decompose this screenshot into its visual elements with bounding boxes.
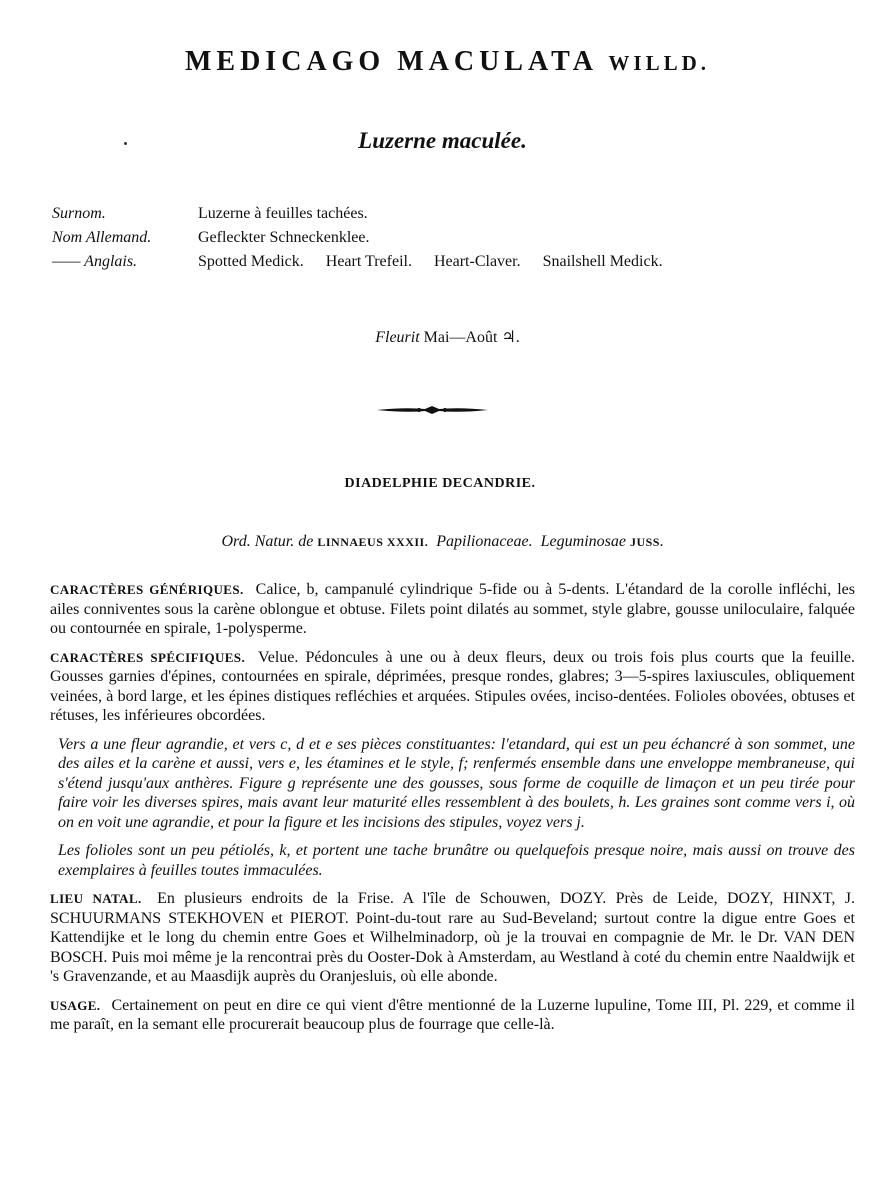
names-row-anglais [52, 250, 681, 274]
page-title [0, 46, 895, 78]
names-label: —— Anglais. [52, 253, 138, 270]
names-value: Snailshell Medick. [542, 253, 663, 270]
linnaeus-ref: LINNAEUS XXXII. [317, 535, 429, 549]
perennial-symbol: ♃. [501, 329, 520, 346]
specific-characters [50, 648, 855, 726]
section-text: Velue. Pédoncules à une ou à deux fleurs, deux ou trois fois plus courts que la feuille. Gousses garnies d'épines, contournées en spirale, déprimées, presque rondes, glabres; 3—5-spires laxiuscules, obliquement veinées, à bord large, et les épines distiques refléchies et arquées. Stipules ovées, inciso-dentées. Folioles obovées, obtuses et rétuses, les inférieures obcordées. [50, 648, 855, 724]
flowering-line [0, 327, 895, 347]
names-row-allemand [52, 226, 681, 250]
title-species: MEDICAGO MACULATA [184, 46, 597, 77]
print-speck [124, 142, 127, 145]
usage [50, 996, 855, 1035]
section-heading: CARACTÈRES SPÉCIFIQUES. [50, 649, 246, 665]
leaflet-note: Les folioles sont un peu pétiolés, k, et portent une tache brunâtre ou quelquefois presque noire, mais aussi on trouve des exemplaires à feuilles toutes immaculées. [58, 842, 855, 879]
flowering-period: Mai—Août [423, 329, 498, 346]
section-text: Calice, b, campanulé cylindrique 5-fide ou à 5-dents. L'étandard de la corolle infléchi, les ailes conniventes sous la carène oblongue et obtuse. Filets point dilatés au sommet, style glabre, gousse uniloculaire, falquée ou contournée en spirale, 1-polysperme. [50, 581, 856, 637]
description-body [50, 580, 855, 1044]
section-heading: CARACTÈRES GÉNÉRIQUES. [50, 582, 244, 597]
names-value: Heart-Claver. [433, 253, 521, 270]
names-value: Gefleckter Schneckenklee. [198, 229, 370, 246]
family-papilionaceae: Papilionaceae. [436, 533, 533, 550]
section-heading: LIEU NATAL. [50, 891, 142, 906]
family-leguminosae: Leguminosae [540, 533, 626, 550]
section-text: Certainement on peut en dire ce qui vient d'être mentionné de la Luzerne lupuline, Tome III, Pl. 229, et comme il me paraît, en la semant elle procurerait beaucoup plus de fourrage que celle-là. [50, 996, 856, 1033]
title-author: WILLD. [608, 51, 710, 75]
page-subtitle: Luzerne maculée. [358, 128, 527, 153]
names-row-surnom [52, 202, 681, 226]
names-value: Spotted Medick. [198, 253, 304, 270]
common-names-table [52, 202, 681, 274]
section-text: En plusieurs endroits de la Frise. A l'île de Schouwen, DOZY. Près de Leide, DOZY, HINXT, J. SCHUURMANS STEKHOVEN et PIEROT. Point-du-tout rare au Sud-Beveland; surtout contre la digue entre Goes et Kattendijke et le long du chemin entre Goes et Wilhelminadorp, où je la trouvai en compagnie de Mr. le Dr. VAN DEN BOSCH. Puis moi même je la rencontrai près du Ooster-Dok à Amsterdam, au Westland à coté du chemin entre Naaldwijk et 's Gravenzande, et au Maasdijk auprès du Oranjesluis, où elle abonde. [50, 890, 855, 985]
names-value: Luzerne à feuilles tachées. [198, 205, 368, 222]
generic-characters [50, 580, 855, 639]
flowering-label: Fleurit [375, 329, 420, 346]
ornament-divider [375, 403, 490, 417]
names-label: Nom Allemand. [52, 229, 152, 246]
linnaean-class: DIADELPHIE DECANDRIE. [344, 476, 536, 491]
names-value: Heart Trefeil. [325, 253, 412, 270]
figure-explanation: Vers a une fleur agrandie, et vers c, d et e ses pièces constituantes: l'etandard, qui est un peu échancré à son sommet, une des ailes et la carène et aussi, vers e, les étamines et le style, f; renfermés ensemble dans une enveloppe membraneuse, qui s'étend jusqu'aux anthères. Figure g représente une des gousses, sous forme de coquille de limaçon et un peu tirée pour faire voir les diverses spires, mais avant leur maturité elles ressemblent à des boulets, h. Les graines sont comme vers i, où on en voit une agrandie, et pour la figure et les incisions des stipules, voyez vers j. [58, 735, 855, 831]
habitat [50, 889, 855, 987]
natural-order-line [0, 533, 885, 551]
section-heading: USAGE. [50, 997, 101, 1013]
names-label: Surnom. [52, 205, 106, 222]
jussieu-ref: JUSS. [629, 535, 664, 549]
ord-label: Ord. Natur. de [221, 533, 314, 550]
